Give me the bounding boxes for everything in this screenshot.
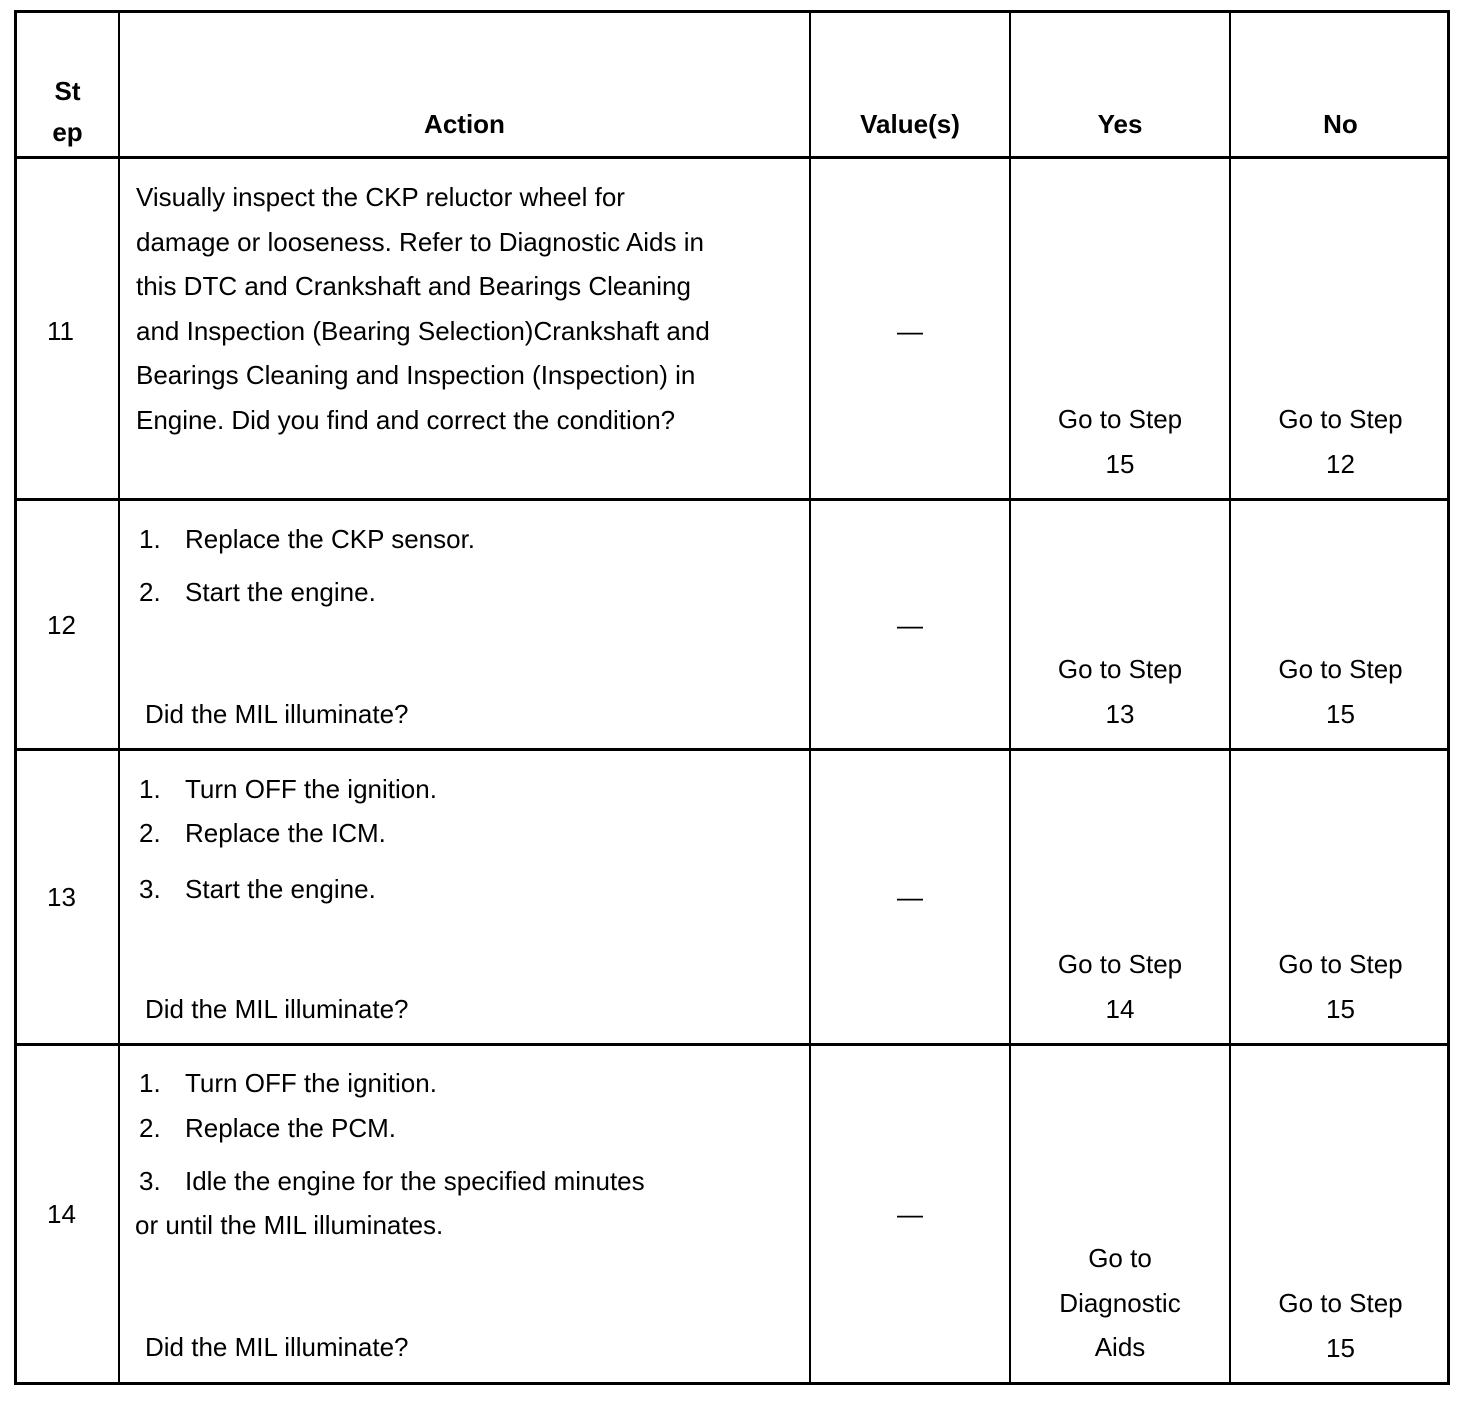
yes-line: 14 xyxy=(1105,993,1135,1024)
item-text: Turn OFF the ignition. xyxy=(185,1068,437,1098)
action-line: Bearings Cleaning and Inspection (Inspection) in xyxy=(136,360,696,390)
yes-cell xyxy=(1011,1236,1229,1370)
action-list-item xyxy=(139,570,376,615)
item-text: Replace the ICM. xyxy=(185,818,386,848)
action-list-item xyxy=(139,517,475,562)
yes-line: Go to Step xyxy=(1057,949,1183,979)
yes-line: 13 xyxy=(1105,698,1135,729)
item-number: 1. xyxy=(139,524,161,554)
action-list-item xyxy=(139,1106,396,1151)
header-step-line1: St xyxy=(54,76,81,106)
yes-line: Go to Step xyxy=(1057,654,1183,684)
item-number: 3. xyxy=(139,1166,161,1196)
action-list-item xyxy=(139,811,386,856)
step-number: 14 xyxy=(47,1199,76,1229)
no-line: 15 xyxy=(1326,993,1355,1024)
item-text: Idle the engine for the specified minutes xyxy=(185,1166,645,1196)
action-question: Did the MIL illuminate? xyxy=(145,1332,409,1362)
no-line: Go to Step xyxy=(1278,1288,1403,1318)
item-number: 3. xyxy=(139,874,161,904)
header-yes: Yes xyxy=(1097,109,1143,139)
step-number: 13 xyxy=(47,882,76,912)
row-divider xyxy=(17,748,1447,751)
no-cell xyxy=(1231,942,1450,1031)
yes-cell xyxy=(1011,647,1229,736)
action-list-item xyxy=(139,1159,645,1204)
item-text: Turn OFF the ignition. xyxy=(185,774,437,804)
yes-line: Go to Step xyxy=(1057,404,1183,434)
action-line: and Inspection (Bearing Selection)Crankshaft and xyxy=(136,315,710,346)
no-line: 15 xyxy=(1326,698,1355,729)
step-number: 11 xyxy=(47,316,74,346)
yes-line: 15 xyxy=(1105,448,1135,479)
item-number: 2. xyxy=(139,818,161,848)
action-list-item xyxy=(139,767,437,812)
column-divider xyxy=(118,13,120,1382)
action-line: Visually inspect the CKP reluctor wheel for xyxy=(136,182,625,212)
header-step-line2: ep xyxy=(52,116,83,147)
value-cell: — xyxy=(897,882,923,912)
no-cell xyxy=(1231,397,1450,486)
no-cell xyxy=(1231,1281,1450,1370)
action-line: this DTC and Crankshaft and Bearings Cleaning xyxy=(136,271,691,301)
no-cell xyxy=(1231,647,1450,736)
yes-cell xyxy=(1011,397,1229,486)
header-values: Value(s) xyxy=(860,109,960,139)
yes-line: Go to xyxy=(1088,1243,1152,1273)
yes-line: Diagnostic xyxy=(1059,1287,1181,1318)
no-line: 15 xyxy=(1326,1332,1355,1363)
row-divider xyxy=(17,156,1447,159)
item-number: 2. xyxy=(139,1113,161,1143)
header-no: No xyxy=(1323,109,1358,139)
no-line: Go to Step xyxy=(1278,404,1403,434)
action-line: damage or looseness. Refer to Diagnostic Aids in xyxy=(136,226,704,257)
value-cell: — xyxy=(897,316,923,346)
item-text: Start the engine. xyxy=(185,874,376,904)
item-number: 1. xyxy=(139,774,161,804)
item-number: 1. xyxy=(139,1068,161,1098)
step-number: 12 xyxy=(47,610,76,640)
diagnostic-table xyxy=(14,10,1450,1385)
action-continuation: or until the MIL illuminates. xyxy=(135,1210,444,1240)
no-line: Go to Step xyxy=(1278,949,1403,979)
action-list-item xyxy=(139,867,376,912)
item-text: Replace the PCM. xyxy=(185,1113,396,1143)
no-line: 12 xyxy=(1326,448,1355,479)
value-cell: — xyxy=(897,610,923,640)
action-list-item xyxy=(139,1061,437,1106)
item-number: 2. xyxy=(139,577,161,607)
action-text xyxy=(136,175,710,442)
header-action: Action xyxy=(424,109,505,139)
action-question: Did the MIL illuminate? xyxy=(145,994,409,1024)
row-divider xyxy=(17,498,1447,501)
action-line: Engine. Did you find and correct the condition? xyxy=(136,404,676,435)
row-divider xyxy=(17,1043,1447,1046)
value-cell: — xyxy=(897,1199,923,1229)
column-divider xyxy=(809,13,811,1382)
yes-cell xyxy=(1011,942,1229,1031)
yes-line: Aids xyxy=(1094,1332,1146,1362)
action-question: Did the MIL illuminate? xyxy=(145,699,409,729)
item-text: Replace the CKP sensor. xyxy=(185,524,476,554)
header-step xyxy=(17,69,118,154)
no-line: Go to Step xyxy=(1278,654,1403,684)
item-text: Start the engine. xyxy=(185,577,376,607)
